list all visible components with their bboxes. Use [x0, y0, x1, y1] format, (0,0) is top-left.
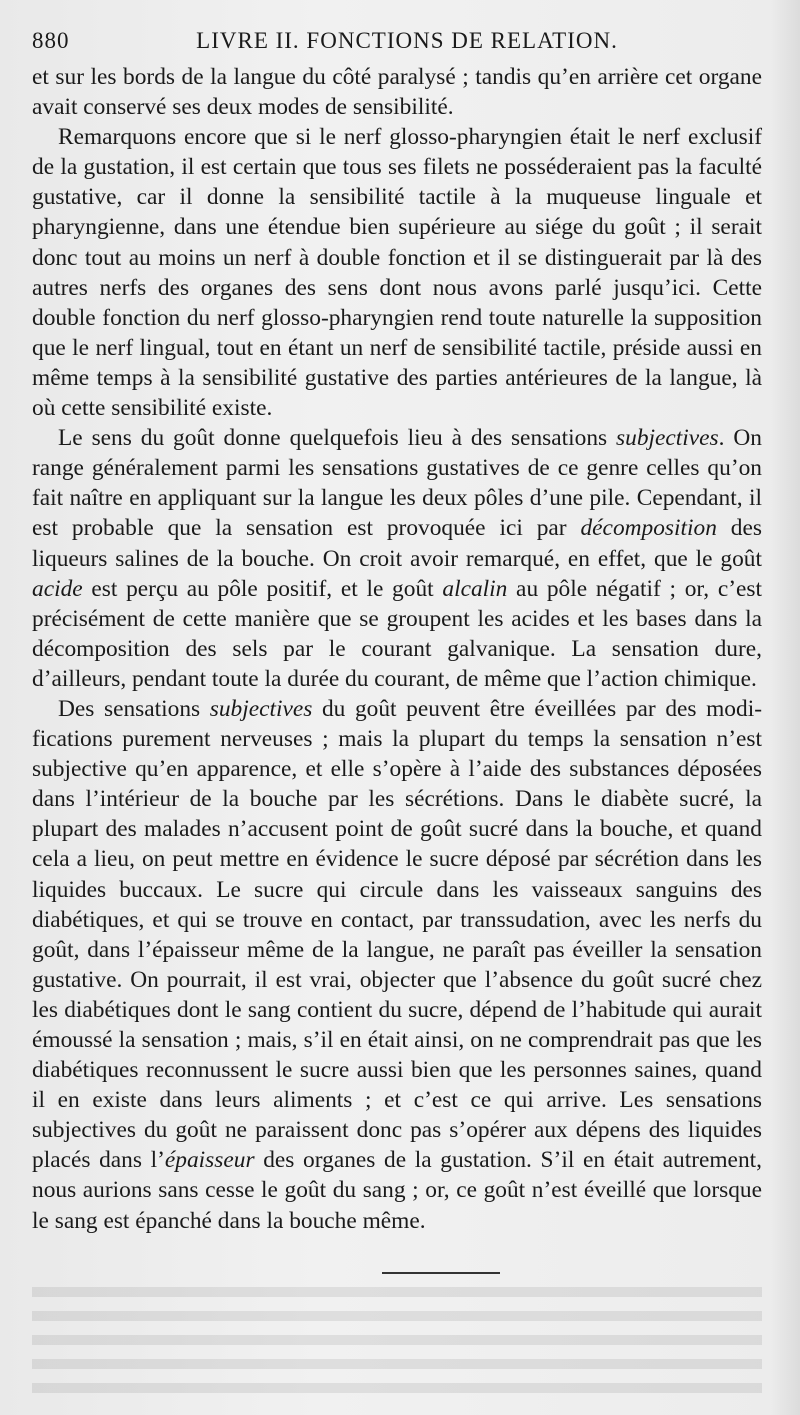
paragraph: [32, 423, 762, 694]
italic-term: acide: [32, 575, 83, 602]
text-run: Remarquons encore que si le nerf glosso-pharyngien était le nerf exclusif de la gustation, il est certain que tous ses filets ne posséderaient pas la faculté gustative, car il donne la sensibilité tactile à la muqueuse linguale et pharyngienne, dans une étendue bien supérieure au siége du goût ; il serait donc tout au moins un nerf à double fonction et il se distinguerait par là des autres nerfs des organes des sens dont nous avons parlé jusqu’ici. Cette double fonction du nerf glosso-pharyngien rend toute naturelle la supposition que le nerf lingual, tout en étant un nerf de sensibilité tactile, préside aussi en même temps à la sensibilité gustative des parties antérieures de la langue, là où cette sensibilité existe.: [32, 124, 762, 422]
text-run: est perçu au pôle positif, et le goût: [82, 575, 443, 602]
show-through-text: [32, 1287, 762, 1407]
text-run: . On range généralement parmi les sensations gustatives de ce genre celles qu’on fait naître en appliquant sur la langue les deux pôles d’une pile. Cependant, il est probable que la sensation est provoquée ici par: [32, 425, 762, 542]
body-text: [32, 62, 762, 1236]
text-run: Des sensations: [58, 695, 210, 722]
italic-term: subjectives: [616, 425, 719, 452]
section-end-rule: [382, 1272, 500, 1274]
page-number: 880: [32, 28, 70, 53]
italic-term: subjectives: [209, 695, 313, 722]
text-run: Le sens du goût donne quelquefois lieu à des sensations: [58, 425, 617, 452]
text-run: des liqueurs salines de la bouche. On croit avoir remarqué, en effet, que le goût: [32, 515, 762, 572]
paragraph: [32, 122, 762, 423]
running-title: LIVRE II. FONCTIONS DE RELATION.: [196, 28, 618, 53]
paragraph: [32, 694, 762, 1236]
text-run: et sur les bords de la langue du côté paralysé ; tandis qu’en arrière cet organe avait conservé ses deux modes de sensibilité.: [32, 64, 762, 121]
italic-term: décomposition: [580, 515, 717, 542]
text-run: des organes de la gustation. S’il en était autrement, nous aurions sans cesse le goût du sang ; or, ce goût n’est éveillé que lorsque le sang est épanché dans la bouche même.: [32, 1147, 762, 1234]
italic-term: épaisseur: [164, 1147, 255, 1174]
page-edge-shadow: [770, 0, 800, 1415]
text-run: du goût peuvent être éveillées par des modifications purement nerveuses ; mais la plupart du temps la sensation n’est subjective qu’en apparence, et elle s’opère à l’aide des substances déposées dans l’intérieur de la bouche par les sécrétions. Dans le diabète sucré, la plupart des malades n’accusent point de goût sucré dans la bouche, et quand cela a lieu, on peut mettre en évidence le sucre déposé par sécrétion dans les liquides buccaux. Le sucre qui circule dans les vaisseaux sanguins des diabétiques, et qui se trouve en contact, par transsudation, avec les nerfs du goût, dans l’épaisseur même de la langue, ne paraît pas éveiller la sensation gustative. On pourrait, il est vrai, objecter que l’absence du goût sucré chez les diabétiques dont le sang contient du sucre, dépend de l’habitude qui aurait émoussé la sensation ; mais, s’il en était ainsi, on ne comprendrait pas que les diabétiques reconnussent le sucre aussi bien que les personnes saines, quand il en existe dans leurs aliments ; et c’est ce qui arrive. Les sensations subjectives du goût ne paraissent donc pas s’opérer aux dépens des liquides placés dans l’: [32, 695, 762, 1174]
paragraph: [32, 62, 762, 122]
text-run: au pôle négatif ; or, c’est précisément de cette manière que se groupent les acides et les bases dans la décomposition des sels par le courant galvanique. La sensation dure, d’ailleurs, pendant toute la durée du courant, de même que l’action chimique.: [32, 575, 762, 692]
italic-term: alcalin: [442, 575, 508, 602]
running-head: [32, 28, 762, 62]
